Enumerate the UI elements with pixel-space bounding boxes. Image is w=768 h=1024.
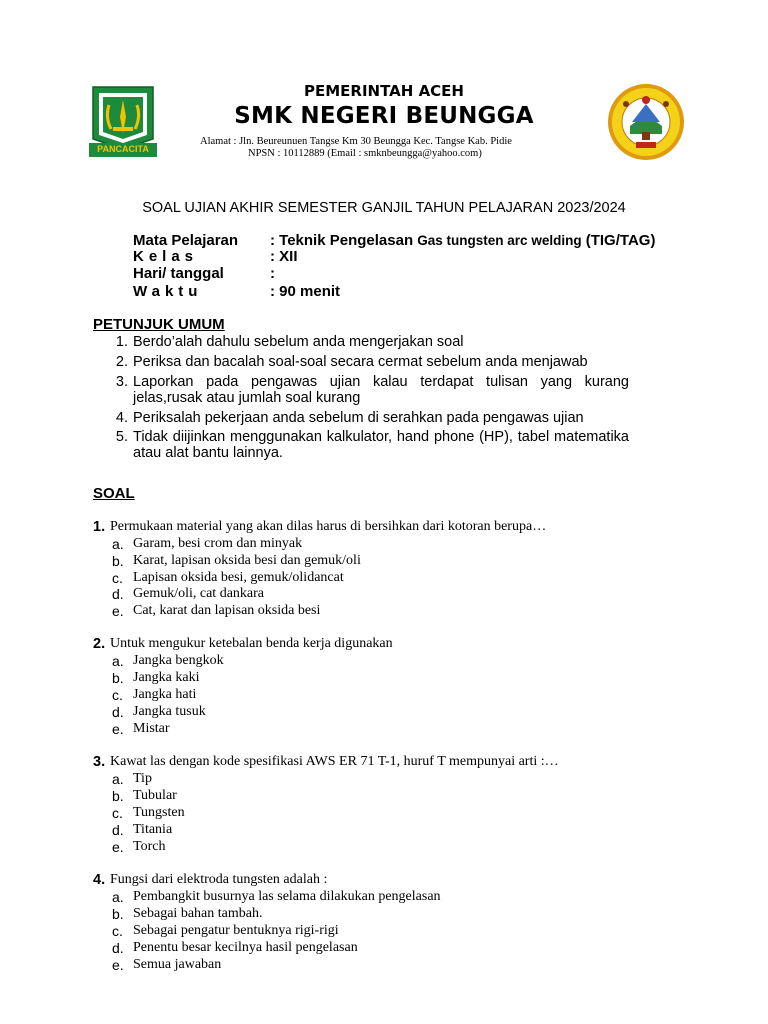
option-text: Jangka bengkok xyxy=(133,653,224,668)
exam-title: SOAL UJIAN AKHIR SEMESTER GANJIL TAHUN PELAJARAN 2023/2024 xyxy=(142,200,626,216)
option-letter: b. xyxy=(112,553,124,569)
logo-caption: PANCACITA xyxy=(97,144,149,154)
option-text: Jangka tusuk xyxy=(133,704,206,719)
question-number: 1. xyxy=(93,519,106,535)
option-letter: d. xyxy=(112,822,124,838)
option-letter: e. xyxy=(112,721,124,737)
question-number: 4. xyxy=(93,872,106,888)
date-value: : xyxy=(270,265,275,282)
school-contact: NPSN : 10112889 (Email : smknbeungga@yahoo.com) xyxy=(248,148,482,159)
question-text: Untuk mengukur ketebalan benda kerja digunakan xyxy=(110,636,393,651)
direction-number: 4. xyxy=(115,410,128,426)
school-name: SMK NEGERI BEUNGGA xyxy=(234,103,534,129)
time-value: : 90 menit xyxy=(270,283,341,300)
direction-item: Periksalah pekerjaan anda sebelum di serahkan pada pengawas ujian xyxy=(133,410,584,426)
question-text: Permukaan material yang akan dilas harus di bersihkan dari kotoran berupa… xyxy=(110,519,547,534)
option-text: Torch xyxy=(133,839,166,854)
school-address: Alamat : Jln. Beureunuen Tangse Km 30 Beungga Kec. Tangse Kab. Pidie xyxy=(200,136,512,147)
option-letter: c. xyxy=(112,923,123,939)
option-letter: d. xyxy=(112,704,124,720)
direction-number: 1. xyxy=(115,334,128,350)
option-text: Garam, besi crom dan minyak xyxy=(133,536,303,551)
subject-label: Mata Pelajaran xyxy=(133,232,239,249)
option-text: Tip xyxy=(133,771,152,786)
government-heading: PEMERINTAH ACEH xyxy=(304,82,464,100)
option-letter: b. xyxy=(112,906,124,922)
option-letter: c. xyxy=(112,687,123,703)
subject-main: : Teknik Pengelasan xyxy=(270,232,414,249)
direction-number: 3. xyxy=(115,374,128,390)
option-letter: e. xyxy=(112,839,124,855)
option-text: Jangka kaki xyxy=(133,670,200,685)
option-letter: e. xyxy=(112,957,124,973)
option-letter: a. xyxy=(112,889,124,905)
option-letter: b. xyxy=(112,670,124,686)
time-label: Waktu xyxy=(133,283,203,300)
direction-item: Periksa dan bacalah soal-soal secara cermat sebelum anda menjawab xyxy=(133,354,588,370)
option-text: Karat, lapisan oksida besi dan gemuk/oli xyxy=(133,553,361,568)
class-label: Kelas xyxy=(133,248,199,265)
option-text: Tubular xyxy=(133,788,177,803)
option-text: Mistar xyxy=(133,721,170,736)
question-number: 2. xyxy=(93,636,106,652)
option-text: Titania xyxy=(133,822,173,837)
option-text: Pembangkit busurnya las selama dilakukan pengelasan xyxy=(133,889,441,904)
option-letter: b. xyxy=(112,788,124,804)
option-letter: c. xyxy=(112,570,123,586)
subject-abbrev: (TIG/TAG) xyxy=(585,232,656,249)
option-letter: a. xyxy=(112,536,124,552)
directions-title: PETUNJUK UMUM xyxy=(93,316,225,333)
option-letter: d. xyxy=(112,586,124,602)
question-text: Kawat las dengan kode spesifikasi AWS ER 71 T-1, huruf T mempunyai arti :… xyxy=(110,754,559,769)
question-text: Fungsi dari elektroda tungsten adalah : xyxy=(110,872,328,887)
option-letter: c. xyxy=(112,805,123,821)
option-text: Sebagai pengatur bentuknya rigi-rigi xyxy=(133,923,339,938)
option-text: Jangka hati xyxy=(133,687,197,702)
subject-detail: Gas tungsten arc welding xyxy=(417,233,582,248)
direction-item: Laporkan pada pengawas ujian kalau terdapat tulisan yang kurang jelas,rusak atau jumlah soal kurang xyxy=(133,374,629,406)
option-letter: a. xyxy=(112,653,124,669)
option-text: Semua jawaban xyxy=(133,957,222,972)
option-text: Penentu besar kecilnya hasil pengelasan xyxy=(133,940,358,955)
subject-value xyxy=(270,232,655,249)
direction-item: Tidak diijinkan menggunakan kalkulator, hand phone (HP), tabel matematika atau alat bantu lainnya. xyxy=(133,429,629,461)
option-text: Lapisan oksida besi, gemuk/olidancat xyxy=(133,570,344,585)
direction-number: 5. xyxy=(115,429,128,445)
direction-item: Berdo’alah dahulu sebelum anda mengerjakan soal xyxy=(133,334,464,350)
date-label: Hari/ tanggal xyxy=(133,265,224,282)
question-number: 3. xyxy=(93,754,106,770)
option-letter: d. xyxy=(112,940,124,956)
class-value: : XII xyxy=(270,248,298,265)
option-letter: a. xyxy=(112,771,124,787)
option-text: Cat, karat dan lapisan oksida besi xyxy=(133,603,321,618)
option-text: Sebagai bahan tambah. xyxy=(133,906,263,921)
questions-title: SOAL xyxy=(93,485,135,502)
option-letter: e. xyxy=(112,603,124,619)
option-text: Tungsten xyxy=(133,805,185,820)
direction-number: 2. xyxy=(115,354,128,370)
option-text: Gemuk/oli, cat dankara xyxy=(133,586,265,601)
